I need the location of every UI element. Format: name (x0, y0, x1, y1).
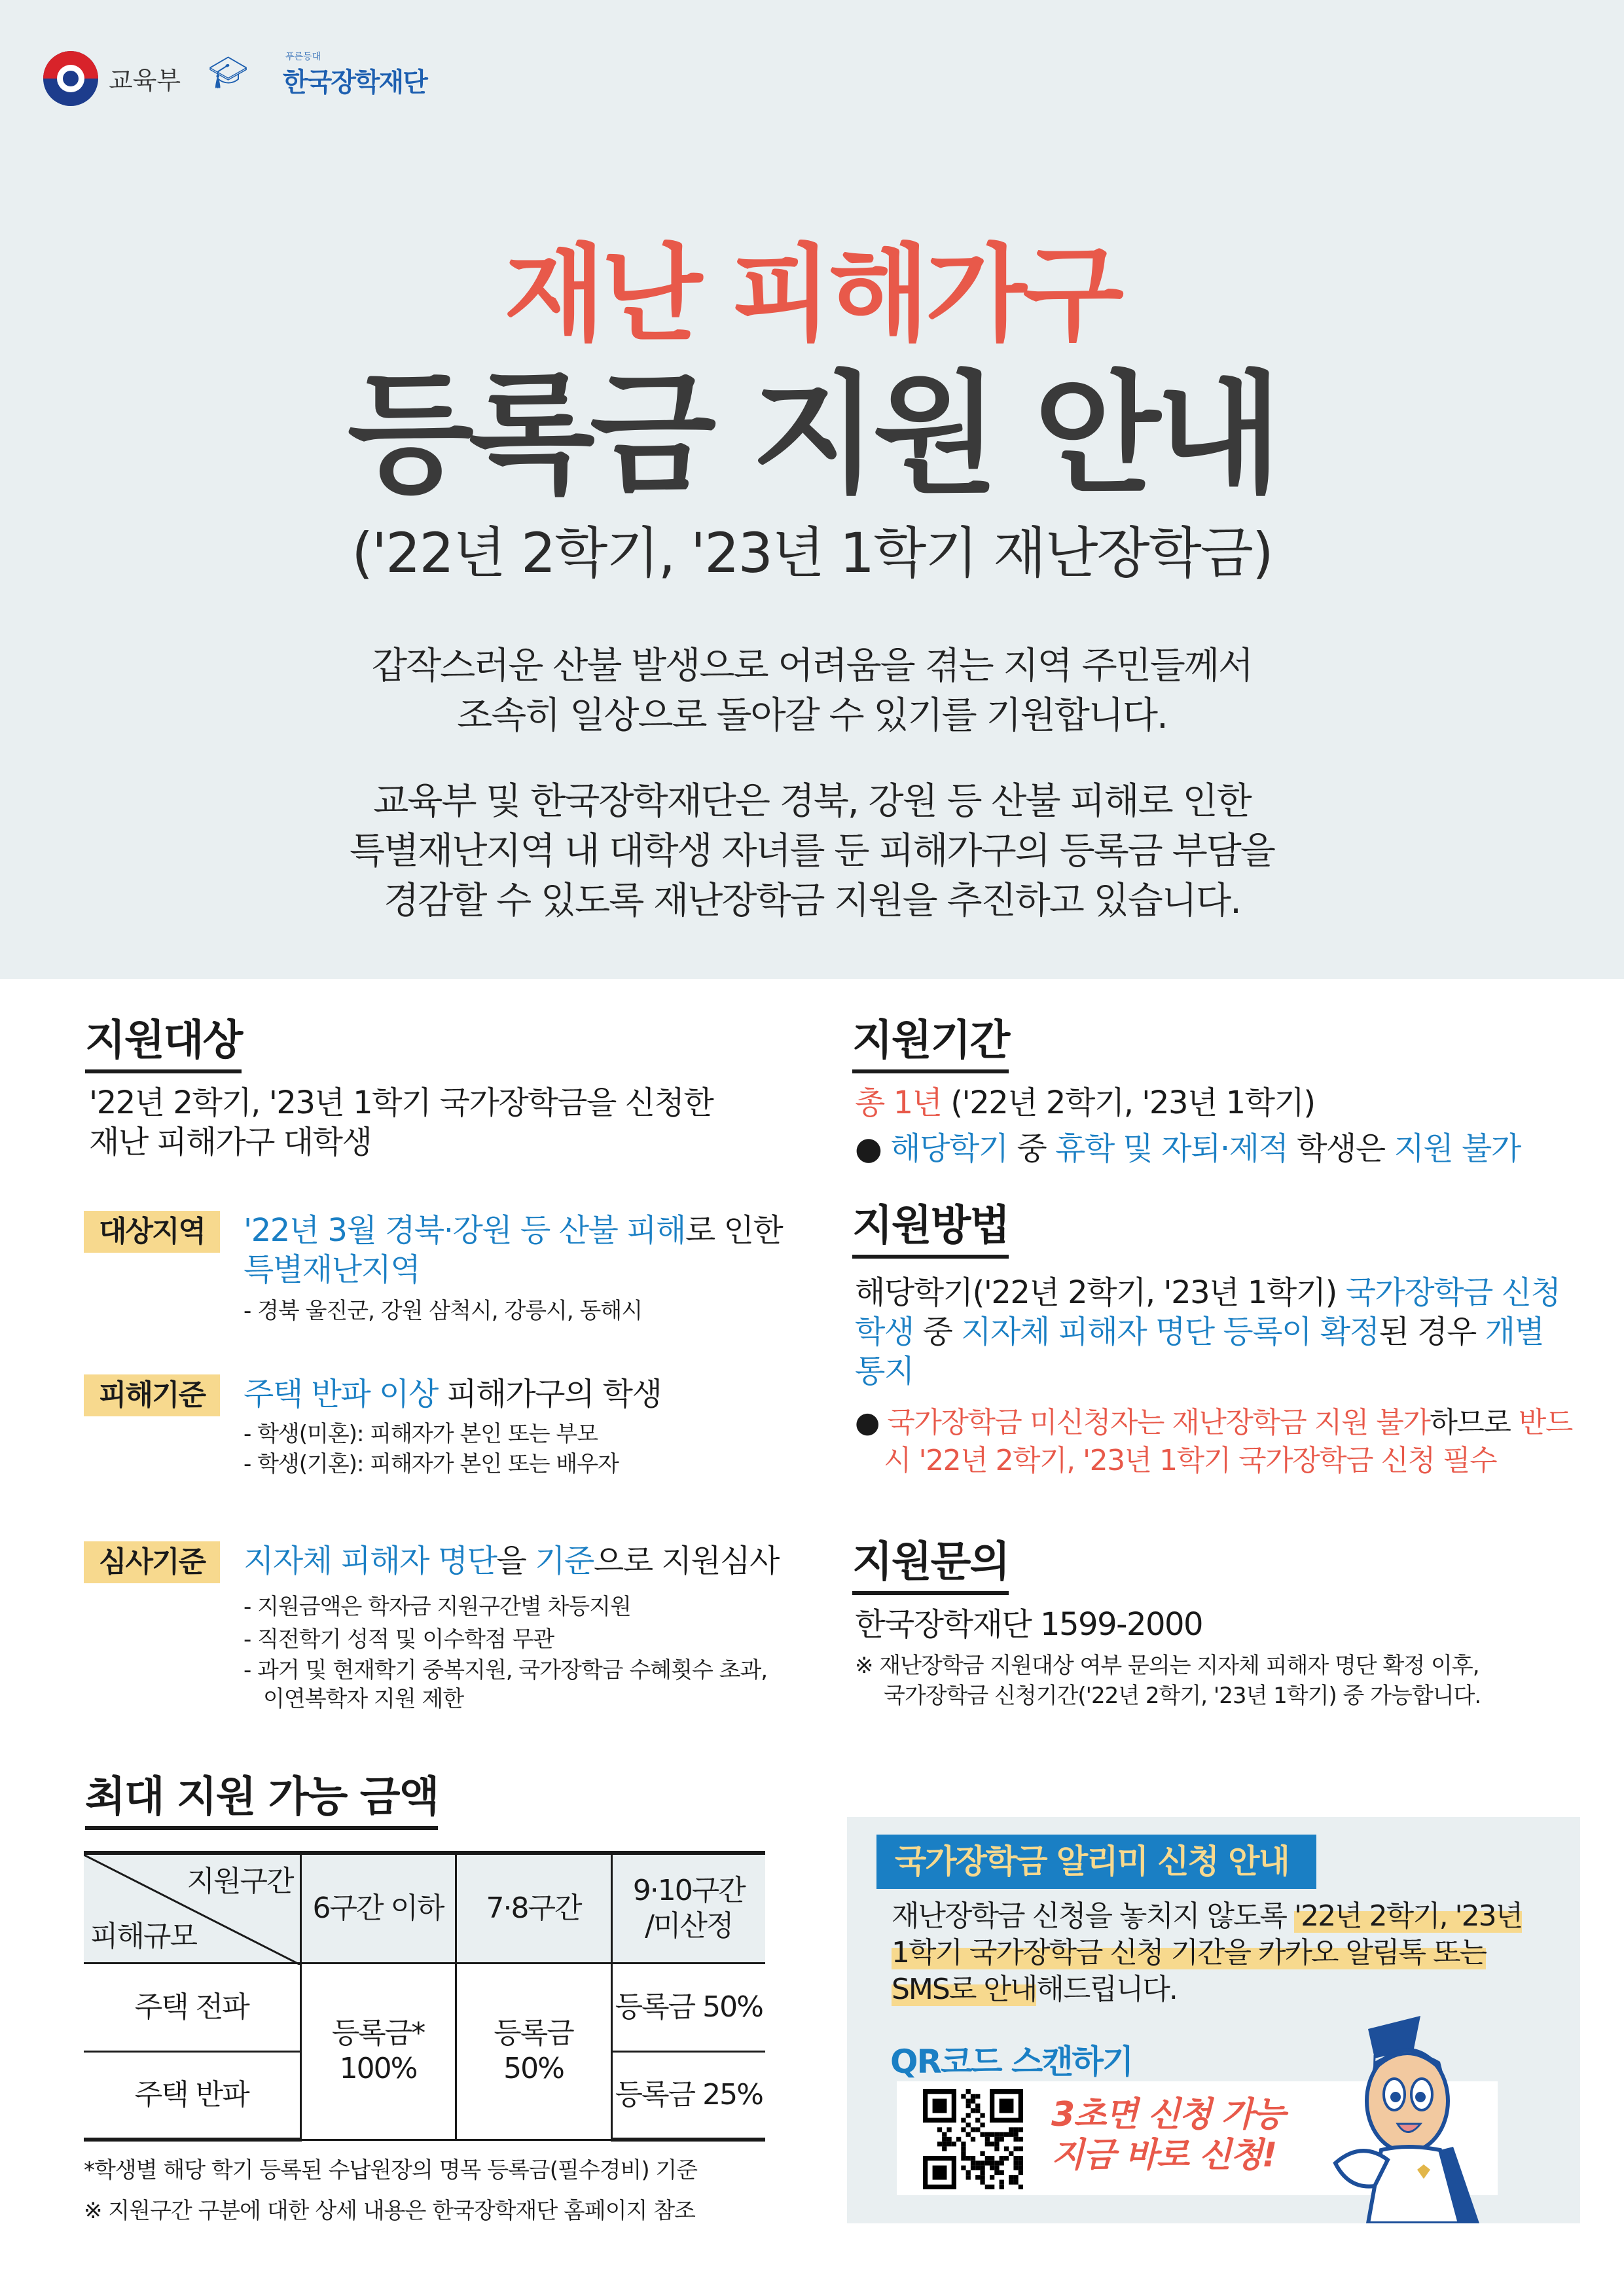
method-text (855, 1273, 1562, 1391)
target-description (89, 1083, 713, 1162)
text-segment: 총 1년 (855, 1085, 942, 1121)
kosaf-tagline: 푸른등대 (285, 52, 321, 62)
moe-logo-text: 교육부 (109, 66, 181, 95)
period-bullet (855, 1129, 1521, 1168)
amount-notes (84, 2150, 697, 2231)
review-tag: 심사기준 (84, 1541, 220, 1583)
qr-heading: QR코드 스캔하기 (890, 2043, 1133, 2081)
intro-line: 경감할 수 있도록 재난장학금 지원을 추진하고 있습니다. (384, 880, 1240, 922)
cell-value: 등록금 25% (611, 2051, 765, 2140)
region-detail: - 경북 울진군, 강원 삼척시, 강릉시, 동해시 (244, 1298, 643, 1324)
intro-line: 교육부 및 한국장학재단은 경북, 강원 등 산불 피해로 인한 (373, 780, 1251, 823)
review-text (244, 1541, 779, 1581)
text-segment: 으로 지원심사 (593, 1543, 779, 1579)
text-segment: 로 인한 (685, 1212, 783, 1249)
text-segment: ('22년 2학기, '23년 1학기) (941, 1085, 1315, 1121)
table-row (84, 1963, 765, 2051)
text-segment: 반드시 '22년 2학기, '23년 1학기 국가장학금 신청 필수 (884, 1406, 1572, 1477)
bullet-icon: ● (855, 1130, 891, 1167)
corner-top-label: 지원구간 (187, 1865, 293, 1898)
method-heading: 지원방법 (852, 1200, 1009, 1259)
damage-text (244, 1374, 661, 1414)
text-segment: 국가장학금 신청 학생 (855, 1274, 1561, 1350)
text-segment: 중 (913, 1314, 962, 1350)
kosaf-cap-icon: 🎓︎ (208, 54, 248, 91)
text-segment: 중 (1007, 1130, 1056, 1167)
amount-table (84, 1851, 765, 2142)
method-bullet-text (884, 1406, 1572, 1477)
text-segment: 지자체 피해자 명단 (244, 1543, 497, 1579)
moe-emblem-icon (43, 51, 98, 106)
intro-paragraph-2 (0, 777, 1624, 926)
inquiry-phone: 한국장학재단 1599-2000 (855, 1606, 1203, 1643)
text-segment: 지자체 피해자 명단 등록이 확정 (961, 1314, 1379, 1350)
region-tag: 대상지역 (84, 1211, 220, 1253)
intro-line: 갑작스러운 산불 발생으로 어려움을 겪는 지역 주민들께서 (371, 645, 1253, 687)
damage-detail: - 학생(미혼): 피해자가 본인 또는 부모 (244, 1421, 598, 1447)
review-detail: - 지원금액은 학자금 지원구간별 차등지원 (244, 1594, 631, 1620)
region-text (244, 1211, 787, 1289)
text-segment: 해드립니다. (1036, 1973, 1177, 2006)
text-segment: 해당학기 (890, 1130, 1008, 1167)
review-detail: - 직전학기 성적 및 이수학점 무관 (244, 1626, 554, 1653)
intro-paragraph-1 (0, 641, 1624, 741)
intro-line: 조속히 일상으로 돌아갈 수 있기를 기원합니다. (457, 694, 1167, 737)
text-segment: 하므로 (1430, 1406, 1519, 1439)
title-line-1: 재난 피해가구 (503, 233, 1121, 355)
cta-line: 3초면 신청 가능 (1051, 2095, 1284, 2134)
target-heading: 지원대상 (85, 1014, 242, 1073)
text-segment: '22년 2학기, '23년 1학기 국가장학금 신청 기간을 카카오 알림톡 또는 SMS로 안내 (892, 1899, 1523, 2006)
col-header: 7·8구간 (456, 1853, 611, 1963)
damage-tag: 피해기준 (84, 1374, 220, 1416)
method-bullet (855, 1404, 1588, 1480)
inquiry-heading: 지원문의 (852, 1536, 1009, 1595)
cell-value: 등록금* 100% (300, 1963, 456, 2140)
qr-cta[interactable] (1051, 2094, 1284, 2176)
period-heading: 지원기간 (852, 1014, 1009, 1073)
inquiry-note-line: ※ 재난장학금 지원대상 여부 문의는 지자체 피해자 명단 확정 이후, (855, 1653, 1479, 1679)
cell-value: 등록금 50% (456, 1963, 611, 2140)
title-line-2: 등록금 지원 안내 (347, 359, 1277, 511)
text-segment: 개별 통지 (855, 1314, 1544, 1390)
col-header: 9·10구간 /미산정 (611, 1853, 765, 1963)
damage-details (244, 1419, 619, 1479)
amount-note: ※ 지원구간 구분에 대한 상세 내용은 한국장학재단 홈페이지 참조 (84, 2198, 695, 2224)
period-text (855, 1083, 1315, 1122)
amount-heading: 최대 지원 가능 금액 (85, 1771, 438, 1830)
kosaf-logo-text: 한국장학재단 (283, 67, 427, 98)
cell-value: 등록금 50% (611, 1963, 765, 2051)
corner-cell (84, 1853, 300, 1963)
text-segment: '22년 3월 경북·강원 등 산불 피해 (244, 1212, 685, 1249)
text-segment: 피해가구의 학생 (437, 1376, 662, 1412)
inquiry-note-line: 국가장학금 신청기간('22년 2학기, '23년 1학기) 중 가능합니다. (884, 1683, 1481, 1709)
review-details (244, 1590, 800, 1713)
text-segment: 을 (496, 1543, 535, 1579)
text-segment: 휴학 및 자퇴·제적 (1055, 1130, 1288, 1167)
period-bullet-text (890, 1130, 1521, 1167)
row-label: 주택 반파 (84, 2051, 300, 2140)
target-line: 재난 피해가구 대학생 (89, 1124, 372, 1160)
amount-note: *학생별 해당 학기 등록된 수납원장의 명목 등록금(필수경비) 기준 (84, 2157, 698, 2183)
bullet-icon: ● (855, 1406, 888, 1439)
text-segment: 해당학기('22년 2학기, '23년 1학기) (855, 1274, 1346, 1311)
intro-line: 특별재난지역 내 대학생 자녀를 둔 피해가구의 등록금 부담을 (349, 830, 1274, 872)
text-segment: 국가장학금 미신청자는 재난장학금 지원 불가 (887, 1406, 1430, 1439)
text-segment: 주택 반파 이상 (244, 1376, 438, 1412)
review-detail: 이연복학자 지원 제한 (263, 1686, 464, 1712)
damage-detail: - 학생(기혼): 피해자가 본인 또는 배우자 (244, 1451, 619, 1477)
text-segment: 된 경우 (1379, 1314, 1485, 1350)
review-detail: - 과거 및 현재학기 중복지원, 국가장학금 수혜횟수 초과, (244, 1657, 768, 1683)
table-header-row (84, 1853, 765, 1963)
mascot-illustration (1309, 2009, 1499, 2223)
col-header: 6구간 이하 (300, 1853, 456, 1963)
alimi-text (892, 1898, 1546, 2008)
target-line: '22년 2학기, '23년 1학기 국가장학금을 신청한 (89, 1085, 713, 1121)
row-label: 주택 전파 (84, 1963, 300, 2051)
text-segment: 기준 (535, 1543, 594, 1579)
text-segment: 재난장학금 신청을 놓치지 않도록 (892, 1899, 1294, 1933)
text-segment: 학생은 (1288, 1130, 1394, 1167)
subtitle: ('22년 2학기, '23년 1학기 재난장학금) (352, 521, 1272, 585)
cta-line: 지금 바로 신청! (1051, 2136, 1276, 2175)
inquiry-note (855, 1651, 1481, 1711)
alimi-title: 국가장학금 알리미 신청 안내 (876, 1835, 1316, 1889)
text-segment: 지원 불가 (1394, 1130, 1521, 1167)
qr-code-icon[interactable] (923, 2089, 1023, 2189)
corner-bottom-label: 피해규모 (90, 1919, 197, 1953)
text-segment: 특별재난지역 (244, 1251, 420, 1288)
